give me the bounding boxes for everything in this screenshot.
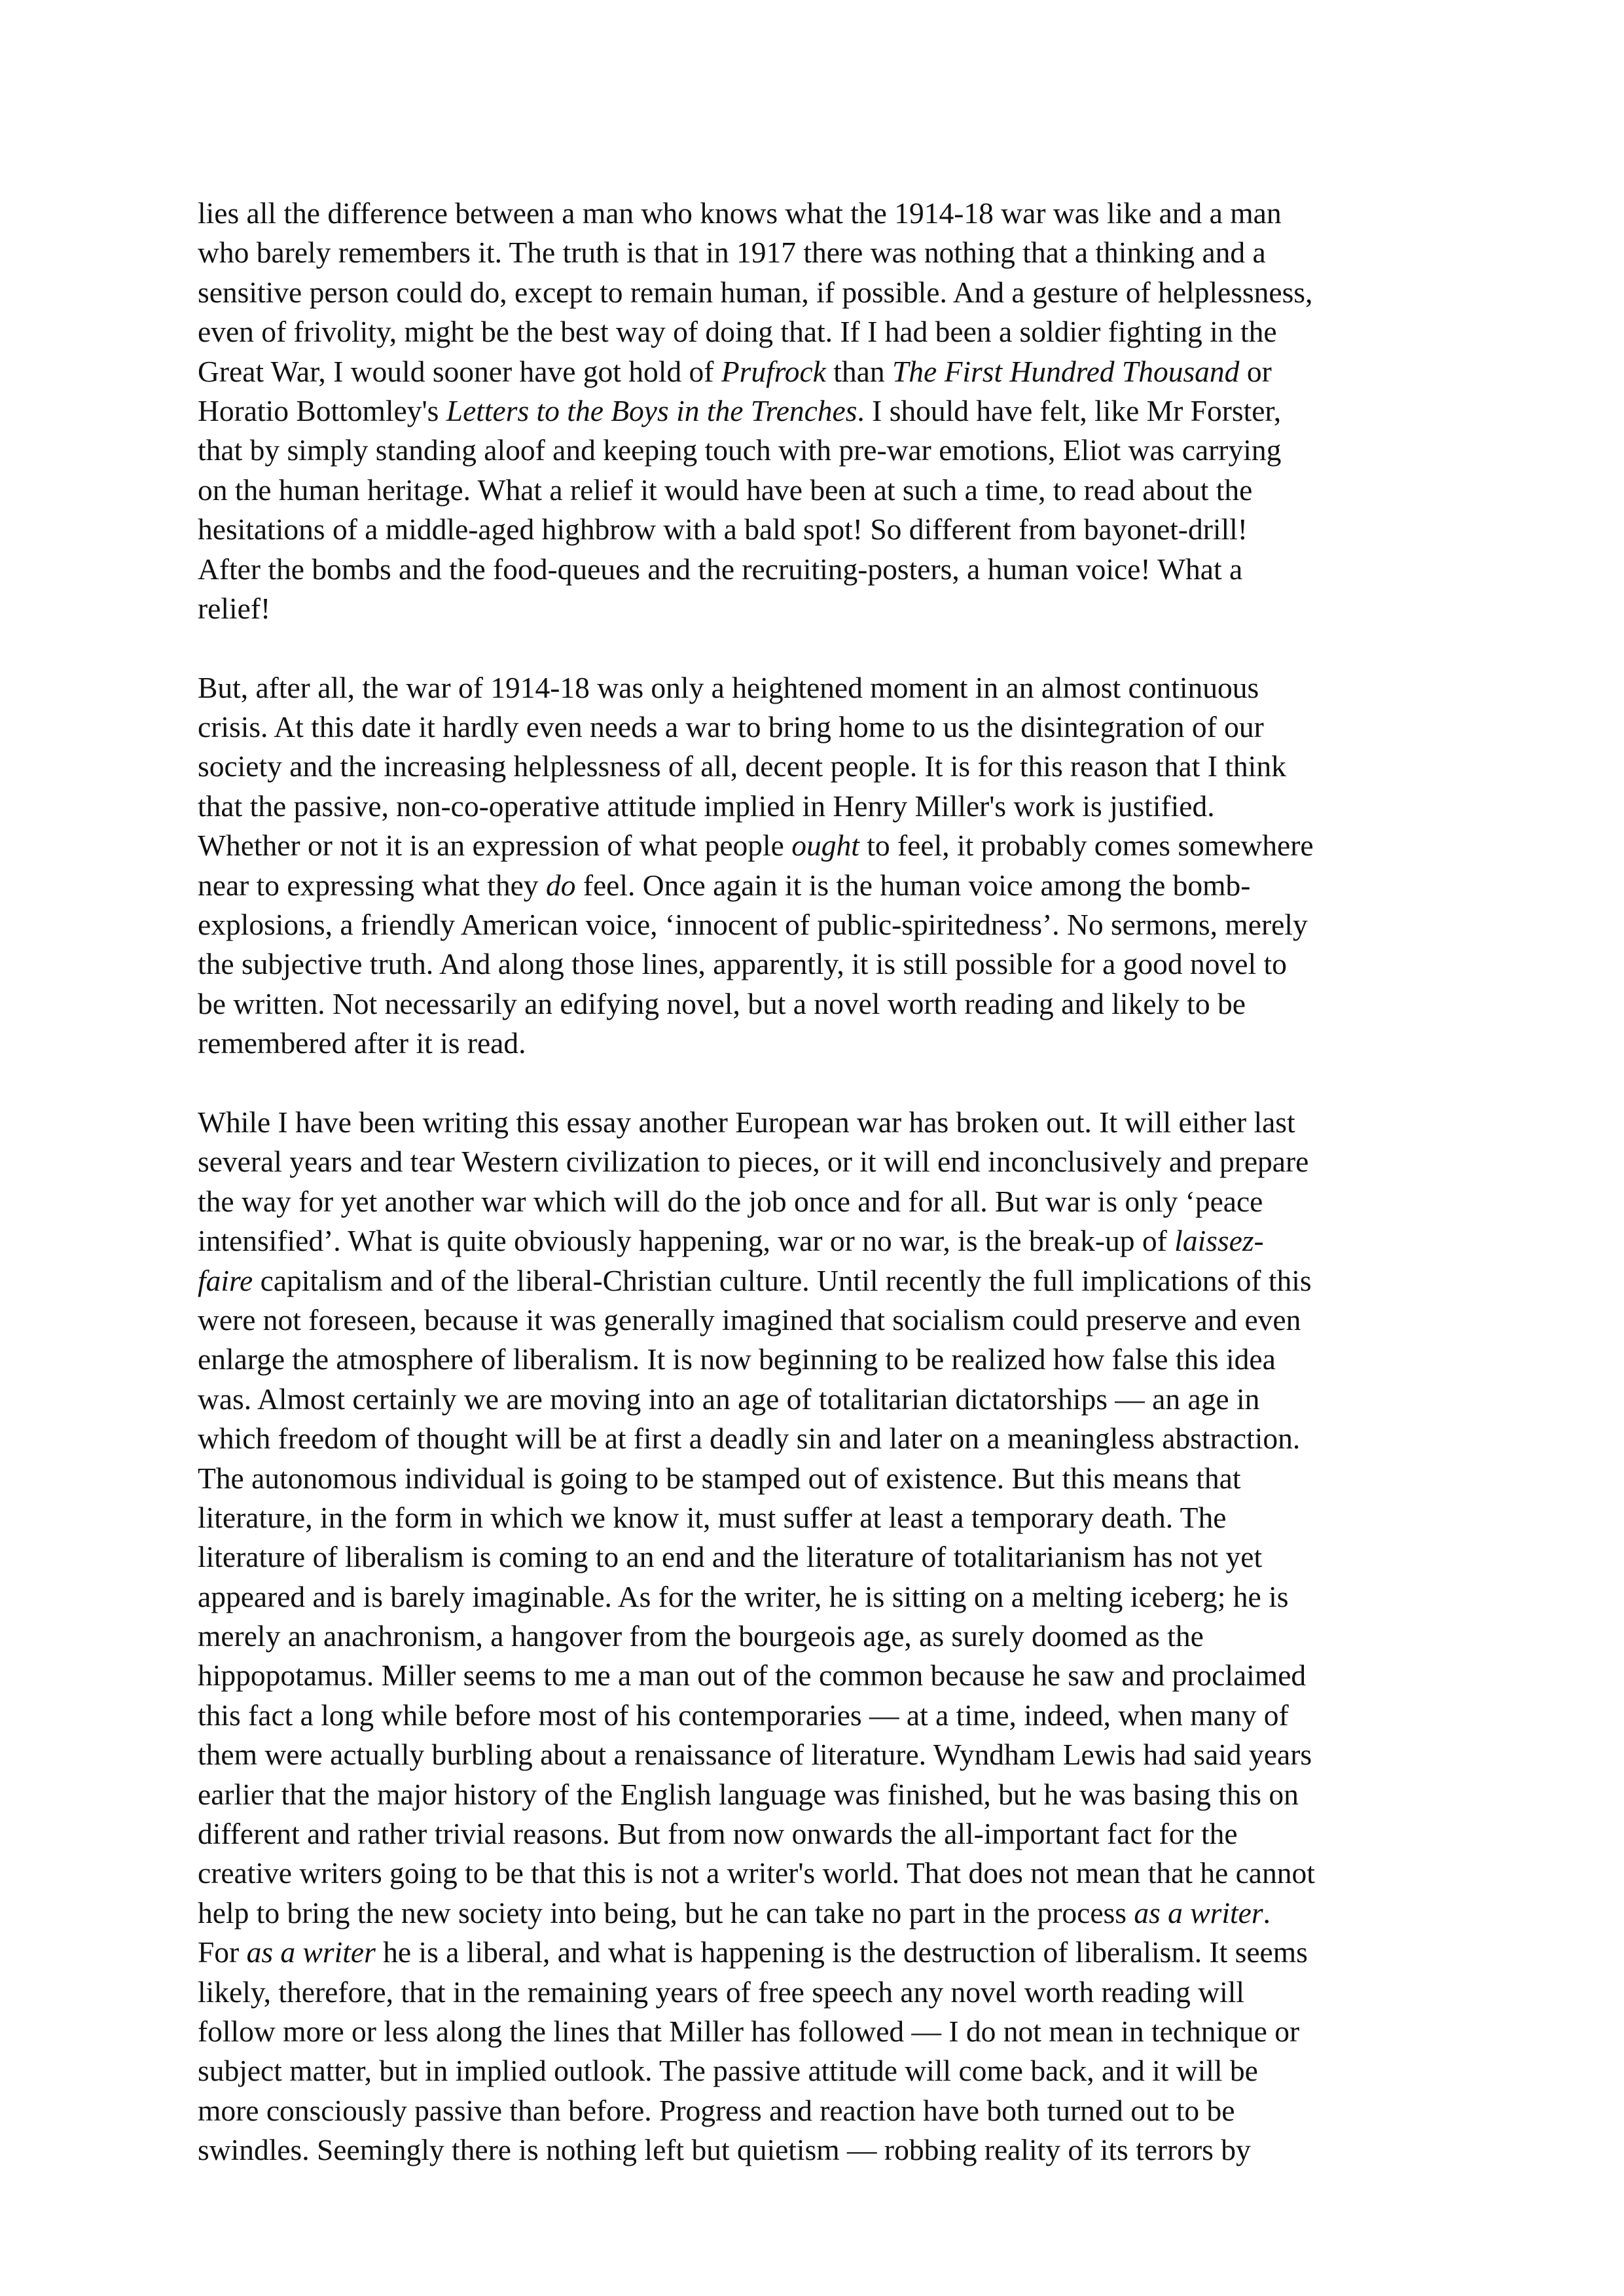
text-run: who barely remembers it. The truth is that in 1917 there was nothing that a thinking and a (198, 236, 1266, 270)
paragraph (198, 194, 1441, 628)
text-line (198, 1182, 1441, 1221)
text-run: Horatio Bottomley's (198, 393, 446, 427)
text-line (198, 1735, 1441, 1774)
text-line (198, 550, 1441, 589)
text-run: that the passive, non-co-operative attitude implied in Henry Miller's work is justified. (198, 789, 1215, 823)
text-line (198, 1419, 1441, 1458)
italic-text: as a writer (1134, 1895, 1263, 1929)
text-line (198, 1340, 1441, 1379)
text-run: relief! (198, 591, 271, 625)
text-line (198, 1775, 1441, 1814)
text-line (198, 1656, 1441, 1695)
text-run: was. Almost certainly we are moving into an age of totalitarian dictatorships — an age in (198, 1382, 1260, 1416)
text-run: help to bring the new society into being, but he can take no part in the process (198, 1895, 1134, 1929)
text-line (198, 1142, 1441, 1181)
text-run: likely, therefore, that in the remaining years of free speech any novel worth reading will (198, 1975, 1245, 2009)
text-line (198, 431, 1441, 470)
italic-text: ought (791, 829, 859, 863)
italic-text: The First Hundred Thousand (892, 354, 1240, 388)
text-run: this fact a long while before most of his contemporaries — at a time, indeed, when many of (198, 1698, 1289, 1732)
text-line (198, 2051, 1441, 2090)
text-run: which freedom of thought will be at first a deadly sin and later on a meaningless abstraction. (198, 1422, 1301, 1456)
text-run: even of frivolity, might be the best way of doing that. If I had been a soldier fighting in the (198, 315, 1277, 349)
text-line (198, 1103, 1441, 1142)
text-run: crisis. At this date it hardly even needs a war to bring home to us the disintegration of our (198, 710, 1264, 744)
text-run: earlier that the major history of the English language was finished, but he was basing this on (198, 1777, 1299, 1811)
text-run: enlarge the atmosphere of liberalism. It is now beginning to be realized how false this idea (198, 1342, 1276, 1376)
text-line (198, 1024, 1441, 1063)
text-run: hesitations of a middle-aged highbrow with a bald spot! So different from bayonet-drill! (198, 512, 1248, 547)
text-run: that by simply standing aloof and keeping touch with pre-war emotions, Eliot was carrying (198, 433, 1282, 467)
text-line (198, 1814, 1441, 1854)
text-line (198, 1973, 1441, 2012)
text-run: Whether or not it is an expression of what people (198, 829, 792, 863)
text-run: than (825, 354, 892, 388)
text-run: The autonomous individual is going to be stamped out of existence. But this means that (198, 1461, 1241, 1495)
text-line (198, 2091, 1441, 2130)
text-run: explosions, a friendly American voice, ‘innocent of public-spiritedness’. No sermons, merely (198, 908, 1308, 942)
italic-text: do (545, 868, 576, 902)
paragraph (198, 668, 1441, 1064)
text-run: different and rather trivial reasons. But from now onwards the all-important fact for the (198, 1817, 1238, 1851)
text-line (198, 747, 1441, 786)
text-line (198, 1933, 1441, 1972)
text-line (198, 194, 1441, 233)
italic-text: laissez- (1174, 1224, 1264, 1258)
text-line (198, 1459, 1441, 1498)
text-line (198, 312, 1441, 351)
document-page (198, 194, 1441, 2170)
text-run: subject matter, but in implied outlook. The passive attitude will come back, and it will be (198, 2054, 1258, 2088)
text-line (198, 668, 1441, 708)
italic-text: Letters to the Boys in the Trenches (446, 393, 857, 427)
italic-text: Prufrock (721, 354, 826, 388)
text-run: or (1239, 354, 1272, 388)
text-run: he is a liberal, and what is happening is the destruction of liberalism. It seems (375, 1935, 1308, 1969)
text-line (198, 984, 1441, 1024)
text-run: society and the increasing helplessness of all, decent people. It is for this reason that I think (198, 749, 1286, 783)
text-run: capitalism and of the liberal-Christian culture. Until recently the full implications of this (253, 1263, 1312, 1297)
text-run: them were actually burbling about a renaissance of literature. Wyndham Lewis had said years (198, 1738, 1312, 1772)
text-line (198, 589, 1441, 628)
text-line (198, 1261, 1441, 1300)
text-line (198, 1221, 1441, 1261)
text-run: lies all the difference between a man who knows what the 1914-18 war was like and a man (198, 196, 1282, 230)
text-line (198, 352, 1441, 391)
text-line (198, 471, 1441, 510)
text-run: . (1263, 1895, 1271, 1929)
text-line (198, 1380, 1441, 1419)
italic-text: as a writer (246, 1935, 376, 1969)
text-line (198, 2012, 1441, 2051)
text-run: follow more or less along the lines that Miller has followed — I do not mean in technique or (198, 2014, 1300, 2048)
text-line (198, 1617, 1441, 1656)
text-run: hippopotamus. Miller seems to me a man out of the common because he saw and proclaimed (198, 1659, 1307, 1693)
text-run: swindles. Seemingly there is nothing left but quietism — robbing reality of its terrors by (198, 2133, 1251, 2167)
text-run: be written. Not necessarily an edifying novel, but a novel worth reading and likely to be (198, 986, 1246, 1020)
text-line (198, 1577, 1441, 1617)
text-run: merely an anachronism, a hangover from the bourgeois age, as surely doomed as the (198, 1619, 1204, 1653)
paragraph (198, 1103, 1441, 2170)
text-run: remembered after it is read. (198, 1026, 526, 1060)
text-line (198, 1498, 1441, 1537)
text-run: . I should have felt, like Mr Forster, (857, 393, 1282, 427)
text-run: Great War, I would sooner have got hold of (198, 354, 721, 388)
text-line (198, 1300, 1441, 1340)
text-line (198, 2130, 1441, 2170)
text-run: were not foreseen, because it was generally imagined that socialism could preserve and even (198, 1302, 1301, 1336)
text-run: feel. Once again it is the human voice among the bomb- (575, 868, 1251, 902)
text-run: to feel, it probably comes somewhere (859, 829, 1314, 863)
text-run: literature, in the form in which we know it, must suffer at least a temporary death. The (198, 1500, 1227, 1534)
text-line (198, 1696, 1441, 1735)
text-line (198, 1537, 1441, 1577)
text-run: literature of liberalism is coming to an end and the literature of totalitarianism has not yet (198, 1540, 1263, 1574)
text-line (198, 905, 1441, 944)
text-run: the way for yet another war which will do the job once and for all. But war is only ‘peace (198, 1184, 1263, 1218)
text-run: After the bombs and the food-queues and the recruiting-posters, a human voice! What a (198, 552, 1243, 586)
text-run: creative writers going to be that this is not a writer's world. That does not mean that he cannot (198, 1856, 1315, 1890)
text-run: intensified’. What is quite obviously happening, war or no war, is the break-up of (198, 1224, 1175, 1258)
text-run: several years and tear Western civilization to pieces, or it will end inconclusively and prepare (198, 1145, 1309, 1179)
text-run: appeared and is barely imaginable. As for the writer, he is sitting on a melting iceberg; he is (198, 1579, 1289, 1613)
text-run: While I have been writing this essay another European war has broken out. It will either last (198, 1105, 1295, 1139)
text-line (198, 866, 1441, 905)
text-run: more consciously passive than before. Progress and reaction have both turned out to be (198, 2093, 1235, 2127)
italic-text: faire (198, 1263, 253, 1297)
text-run: on the human heritage. What a relief it would have been at such a time, to read about the (198, 473, 1253, 507)
text-line (198, 233, 1441, 272)
text-line (198, 273, 1441, 312)
text-run: the subjective truth. And along those lines, apparently, it is still possible for a good novel to (198, 947, 1287, 981)
text-line (198, 1854, 1441, 1893)
text-line (198, 787, 1441, 826)
text-line (198, 708, 1441, 747)
text-line (198, 826, 1441, 865)
text-run: But, after all, the war of 1914-18 was only a heightened moment in an almost continuous (198, 670, 1259, 704)
text-run: For (198, 1935, 247, 1969)
text-line (198, 1893, 1441, 1933)
text-run: near to expressing what they (198, 868, 546, 902)
text-run: sensitive person could do, except to remain human, if possible. And a gesture of helplessness, (198, 275, 1313, 309)
text-line (198, 391, 1441, 431)
text-line (198, 510, 1441, 549)
text-line (198, 944, 1441, 984)
